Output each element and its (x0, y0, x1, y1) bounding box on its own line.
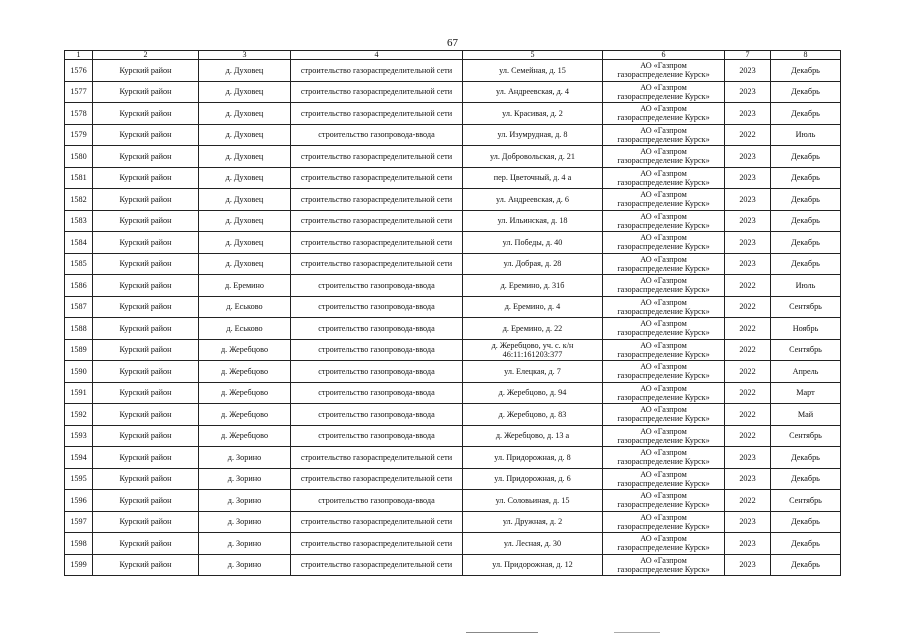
col-header-4: 4 (291, 51, 463, 60)
col-header-7: 7 (725, 51, 771, 60)
address-cell: пер. Цветочный, д. 4 а (463, 167, 603, 189)
district-cell: Курский район (93, 60, 199, 82)
row-number: 1581 (65, 167, 93, 189)
settlement-cell: д. Духовец (199, 167, 291, 189)
row-number: 1588 (65, 318, 93, 340)
row-number: 1598 (65, 533, 93, 555)
settlement-cell: д. Жеребцово (199, 339, 291, 361)
organization-cell (603, 382, 725, 404)
year-cell: 2023 (725, 81, 771, 103)
settlement-cell: д. Зорино (199, 511, 291, 533)
district-cell: Курский район (93, 232, 199, 254)
organization-cell (603, 232, 725, 254)
settlement-cell: д. Духовец (199, 189, 291, 211)
organization-line-2: газораспределение Курск» (617, 349, 710, 359)
col-header-1: 1 (65, 51, 93, 60)
organization-cell (603, 490, 725, 512)
settlement-cell: д. Жеребцово (199, 361, 291, 383)
year-cell: 2022 (725, 318, 771, 340)
organization-cell (603, 253, 725, 275)
year-cell: 2023 (725, 103, 771, 125)
row-number: 1593 (65, 425, 93, 447)
organization-line-1: АО «Газпром (640, 211, 687, 221)
month-cell: Декабрь (771, 533, 841, 555)
organization-line-2: газораспределение Курск» (617, 70, 710, 80)
address-cell: д. Еремино, д. 22 (463, 318, 603, 340)
organization-line-2: газораспределение Курск» (617, 134, 710, 144)
year-cell: 2023 (725, 146, 771, 168)
table-row (65, 189, 841, 211)
row-number: 1589 (65, 339, 93, 361)
district-cell: Курский район (93, 146, 199, 168)
table-row (65, 253, 841, 275)
settlement-cell: д. Жеребцово (199, 382, 291, 404)
organization-line-1: АО «Газпром (640, 491, 687, 501)
month-cell: Декабрь (771, 167, 841, 189)
organization-cell (603, 189, 725, 211)
col-header-5: 5 (463, 51, 603, 60)
organization-line-2: газораспределение Курск» (617, 521, 710, 531)
table-row (65, 490, 841, 512)
settlement-cell: д. Жеребцово (199, 425, 291, 447)
settlement-cell: д. Духовец (199, 210, 291, 232)
work-type-cell: строительство газопровода-ввода (291, 425, 463, 447)
row-number: 1576 (65, 60, 93, 82)
work-type-cell: строительство газопровода-ввода (291, 361, 463, 383)
work-type-cell: строительство газопровода-ввода (291, 339, 463, 361)
month-cell: Ноябрь (771, 318, 841, 340)
work-type-cell: строительство газораспределительной сети (291, 146, 463, 168)
year-cell: 2023 (725, 232, 771, 254)
month-cell: Декабрь (771, 447, 841, 469)
table-row (65, 425, 841, 447)
address-cell: ул. Елецкая, д. 7 (463, 361, 603, 383)
district-cell: Курский район (93, 210, 199, 232)
district-cell: Курский район (93, 468, 199, 490)
work-type-cell: строительство газопровода-ввода (291, 490, 463, 512)
organization-line-1: АО «Газпром (640, 190, 687, 200)
year-cell: 2023 (725, 554, 771, 576)
settlement-cell: д. Духовец (199, 60, 291, 82)
organization-cell (603, 425, 725, 447)
district-cell: Курский район (93, 253, 199, 275)
month-cell: Май (771, 404, 841, 426)
table-row (65, 296, 841, 318)
organization-line-2: газораспределение Курск» (617, 242, 710, 252)
organization-line-2: газораспределение Курск» (617, 199, 710, 209)
year-cell: 2022 (725, 275, 771, 297)
address-cell: ул. Соловьиная, д. 15 (463, 490, 603, 512)
work-type-cell: строительство газопровода-ввода (291, 124, 463, 146)
year-cell: 2022 (725, 382, 771, 404)
bottom-divider (466, 632, 538, 633)
address-cell: ул. Ильинская, д. 18 (463, 210, 603, 232)
organization-line-1: АО «Газпром (640, 319, 687, 329)
organization-line-2: газораспределение Курск» (617, 371, 710, 381)
settlement-cell: д. Еськово (199, 318, 291, 340)
year-cell: 2022 (725, 490, 771, 512)
page-number: 67 (447, 37, 458, 49)
organization-cell (603, 210, 725, 232)
organization-line-1: АО «Газпром (640, 125, 687, 135)
year-cell: 2023 (725, 253, 771, 275)
month-cell: Декабрь (771, 511, 841, 533)
organization-cell (603, 146, 725, 168)
address-cell: ул. Придорожная, д. 8 (463, 447, 603, 469)
address-line-1: д. Жеребцово, уч. с. к/н (491, 340, 574, 350)
row-number: 1594 (65, 447, 93, 469)
month-cell: Сентябрь (771, 339, 841, 361)
district-cell: Курский район (93, 103, 199, 125)
row-number: 1578 (65, 103, 93, 125)
district-cell: Курский район (93, 511, 199, 533)
col-header-8: 8 (771, 51, 841, 60)
organization-line-2: газораспределение Курск» (617, 457, 710, 467)
settlement-cell: д. Духовец (199, 103, 291, 125)
row-number: 1585 (65, 253, 93, 275)
organization-line-1: АО «Газпром (640, 512, 687, 522)
organization-line-2: газораспределение Курск» (617, 306, 710, 316)
month-cell: Декабрь (771, 146, 841, 168)
organization-cell (603, 103, 725, 125)
year-cell: 2022 (725, 339, 771, 361)
organization-cell (603, 533, 725, 555)
bottom-divider-short (614, 632, 660, 633)
organization-line-2: газораспределение Курск» (617, 91, 710, 101)
address-line-2: 46:11:161203:377 (502, 349, 563, 359)
organization-line-2: газораспределение Курск» (617, 543, 710, 553)
district-cell: Курский район (93, 554, 199, 576)
organization-line-1: АО «Газпром (640, 555, 687, 565)
district-cell: Курский район (93, 296, 199, 318)
year-cell: 2023 (725, 533, 771, 555)
table-row (65, 318, 841, 340)
month-cell: Декабрь (771, 554, 841, 576)
col-header-3: 3 (199, 51, 291, 60)
address-cell: ул. Добровольская, д. 21 (463, 146, 603, 168)
organization-line-1: АО «Газпром (640, 297, 687, 307)
address-cell: ул. Победы, д. 40 (463, 232, 603, 254)
address-cell: ул. Андреевская, д. 6 (463, 189, 603, 211)
settlement-cell: д. Зорино (199, 447, 291, 469)
month-cell: Декабрь (771, 60, 841, 82)
settlement-cell: д. Зорино (199, 490, 291, 512)
organization-cell (603, 167, 725, 189)
row-number: 1583 (65, 210, 93, 232)
organization-line-1: АО «Газпром (640, 61, 687, 71)
row-number: 1577 (65, 81, 93, 103)
organization-line-1: АО «Газпром (640, 276, 687, 286)
work-type-cell: строительство газораспределительной сети (291, 103, 463, 125)
table-row (65, 511, 841, 533)
organization-cell (603, 81, 725, 103)
row-number: 1582 (65, 189, 93, 211)
work-type-cell: строительство газораспределительной сети (291, 511, 463, 533)
month-cell: Декабрь (771, 232, 841, 254)
organization-line-2: газораспределение Курск» (617, 478, 710, 488)
district-cell: Курский район (93, 361, 199, 383)
address-cell: ул. Семейная, д. 15 (463, 60, 603, 82)
row-number: 1580 (65, 146, 93, 168)
organization-line-2: газораспределение Курск» (617, 414, 710, 424)
year-cell: 2023 (725, 167, 771, 189)
row-number: 1591 (65, 382, 93, 404)
work-type-cell: строительство газораспределительной сети (291, 81, 463, 103)
district-cell: Курский район (93, 382, 199, 404)
settlement-cell: д. Духовец (199, 253, 291, 275)
work-type-cell: строительство газораспределительной сети (291, 447, 463, 469)
col-header-2: 2 (93, 51, 199, 60)
address-cell: д. Жеребцово, д. 83 (463, 404, 603, 426)
address-cell: ул. Добрая, д. 28 (463, 253, 603, 275)
organization-line-2: газораспределение Курск» (617, 177, 710, 187)
organization-line-2: газораспределение Курск» (617, 156, 710, 166)
district-cell: Курский район (93, 318, 199, 340)
data-table (64, 50, 841, 576)
settlement-cell: д. Духовец (199, 232, 291, 254)
year-cell: 2022 (725, 124, 771, 146)
work-type-cell: строительство газораспределительной сети (291, 468, 463, 490)
year-cell: 2022 (725, 361, 771, 383)
work-type-cell: строительство газораспределительной сети (291, 554, 463, 576)
district-cell: Курский район (93, 339, 199, 361)
organization-line-2: газораспределение Курск» (617, 285, 710, 295)
address-cell: ул. Красивая, д. 2 (463, 103, 603, 125)
organization-line-1: АО «Газпром (640, 534, 687, 544)
organization-cell (603, 447, 725, 469)
month-cell: Июль (771, 275, 841, 297)
year-cell: 2023 (725, 189, 771, 211)
organization-cell (603, 124, 725, 146)
organization-line-1: АО «Газпром (640, 448, 687, 458)
address-cell: ул. Лесная, д. 30 (463, 533, 603, 555)
table-row (65, 146, 841, 168)
table-row (65, 275, 841, 297)
organization-line-1: АО «Газпром (640, 469, 687, 479)
settlement-cell: д. Зорино (199, 533, 291, 555)
month-cell: Декабрь (771, 210, 841, 232)
organization-line-2: газораспределение Курск» (617, 220, 710, 230)
organization-line-1: АО «Газпром (640, 82, 687, 92)
settlement-cell: д. Духовец (199, 146, 291, 168)
work-type-cell: строительство газопровода-ввода (291, 275, 463, 297)
organization-line-1: АО «Газпром (640, 405, 687, 415)
table-row (65, 232, 841, 254)
month-cell: Сентябрь (771, 296, 841, 318)
year-cell: 2023 (725, 60, 771, 82)
district-cell: Курский район (93, 425, 199, 447)
address-cell: д. Еремино, д. 4 (463, 296, 603, 318)
organization-line-1: АО «Газпром (640, 362, 687, 372)
organization-cell (603, 318, 725, 340)
table-row (65, 382, 841, 404)
settlement-cell: д. Жеребцово (199, 404, 291, 426)
row-number: 1590 (65, 361, 93, 383)
district-cell: Курский район (93, 167, 199, 189)
organization-line-2: газораспределение Курск» (617, 564, 710, 574)
organization-line-1: АО «Газпром (640, 383, 687, 393)
month-cell: Сентябрь (771, 425, 841, 447)
address-cell (463, 339, 603, 361)
district-cell: Курский район (93, 124, 199, 146)
row-number: 1586 (65, 275, 93, 297)
settlement-cell: д. Зорино (199, 468, 291, 490)
row-number: 1579 (65, 124, 93, 146)
address-cell: ул. Придорожная, д. 12 (463, 554, 603, 576)
row-number: 1592 (65, 404, 93, 426)
address-cell: д. Жеребцово, д. 13 а (463, 425, 603, 447)
address-cell: д. Жеребцово, д. 94 (463, 382, 603, 404)
organization-line-1: АО «Газпром (640, 104, 687, 114)
organization-cell (603, 511, 725, 533)
district-cell: Курский район (93, 189, 199, 211)
organization-cell (603, 361, 725, 383)
month-cell: Декабрь (771, 103, 841, 125)
header-row (65, 51, 841, 60)
work-type-cell: строительство газораспределительной сети (291, 189, 463, 211)
district-cell: Курский район (93, 490, 199, 512)
table-row (65, 554, 841, 576)
year-cell: 2023 (725, 447, 771, 469)
work-type-cell: строительство газопровода-ввода (291, 404, 463, 426)
row-number: 1584 (65, 232, 93, 254)
settlement-cell: д. Зорино (199, 554, 291, 576)
organization-line-1: АО «Газпром (640, 233, 687, 243)
settlement-cell: д. Духовец (199, 81, 291, 103)
table-row (65, 468, 841, 490)
row-number: 1599 (65, 554, 93, 576)
organization-cell (603, 296, 725, 318)
organization-line-1: АО «Газпром (640, 168, 687, 178)
work-type-cell: строительство газораспределительной сети (291, 210, 463, 232)
month-cell: Декабрь (771, 253, 841, 275)
month-cell: Март (771, 382, 841, 404)
table-row (65, 447, 841, 469)
district-cell: Курский район (93, 533, 199, 555)
month-cell: Декабрь (771, 189, 841, 211)
address-cell: ул. Дружная, д. 2 (463, 511, 603, 533)
year-cell: 2022 (725, 296, 771, 318)
year-cell: 2023 (725, 468, 771, 490)
row-number: 1595 (65, 468, 93, 490)
year-cell: 2022 (725, 404, 771, 426)
work-type-cell: строительство газораспределительной сети (291, 167, 463, 189)
district-cell: Курский район (93, 447, 199, 469)
organization-line-2: газораспределение Курск» (617, 263, 710, 273)
table-row (65, 81, 841, 103)
organization-line-2: газораспределение Курск» (617, 500, 710, 510)
district-cell: Курский район (93, 404, 199, 426)
table-row (65, 361, 841, 383)
work-type-cell: строительство газораспределительной сети (291, 253, 463, 275)
district-cell: Курский район (93, 275, 199, 297)
work-type-cell: строительство газопровода-ввода (291, 382, 463, 404)
district-cell: Курский район (93, 81, 199, 103)
organization-line-1: АО «Газпром (640, 147, 687, 157)
year-cell: 2023 (725, 210, 771, 232)
organization-cell (603, 554, 725, 576)
work-type-cell: строительство газораспределительной сети (291, 60, 463, 82)
row-number: 1597 (65, 511, 93, 533)
address-cell: ул. Изумрудная, д. 8 (463, 124, 603, 146)
month-cell: Сентябрь (771, 490, 841, 512)
settlement-cell: д. Еськово (199, 296, 291, 318)
organization-cell (603, 275, 725, 297)
work-type-cell: строительство газопровода-ввода (291, 318, 463, 340)
year-cell: 2023 (725, 511, 771, 533)
row-number: 1587 (65, 296, 93, 318)
settlement-cell: д. Еремино (199, 275, 291, 297)
table-row (65, 103, 841, 125)
row-number: 1596 (65, 490, 93, 512)
col-header-6: 6 (603, 51, 725, 60)
organization-line-1: АО «Газпром (640, 340, 687, 350)
address-cell: д. Еремино, д. 31б (463, 275, 603, 297)
table-row (65, 404, 841, 426)
organization-cell (603, 60, 725, 82)
organization-line-2: газораспределение Курск» (617, 392, 710, 402)
address-cell: ул. Андреевская, д. 4 (463, 81, 603, 103)
work-type-cell: строительство газораспределительной сети (291, 533, 463, 555)
organization-cell (603, 468, 725, 490)
settlement-cell: д. Духовец (199, 124, 291, 146)
address-cell: ул. Придорожная, д. 6 (463, 468, 603, 490)
organization-cell (603, 404, 725, 426)
organization-line-2: газораспределение Курск» (617, 113, 710, 123)
table-row (65, 210, 841, 232)
work-type-cell: строительство газораспределительной сети (291, 232, 463, 254)
month-cell: Апрель (771, 361, 841, 383)
work-type-cell: строительство газопровода-ввода (291, 296, 463, 318)
organization-line-2: газораспределение Курск» (617, 328, 710, 338)
table-row (65, 533, 841, 555)
month-cell: Декабрь (771, 81, 841, 103)
month-cell: Июль (771, 124, 841, 146)
organization-cell (603, 339, 725, 361)
table-row (65, 124, 841, 146)
month-cell: Декабрь (771, 468, 841, 490)
table-row (65, 167, 841, 189)
organization-line-1: АО «Газпром (640, 254, 687, 264)
organization-line-1: АО «Газпром (640, 426, 687, 436)
year-cell: 2022 (725, 425, 771, 447)
table-row (65, 339, 841, 361)
table-row (65, 60, 841, 82)
organization-line-2: газораспределение Курск» (617, 435, 710, 445)
